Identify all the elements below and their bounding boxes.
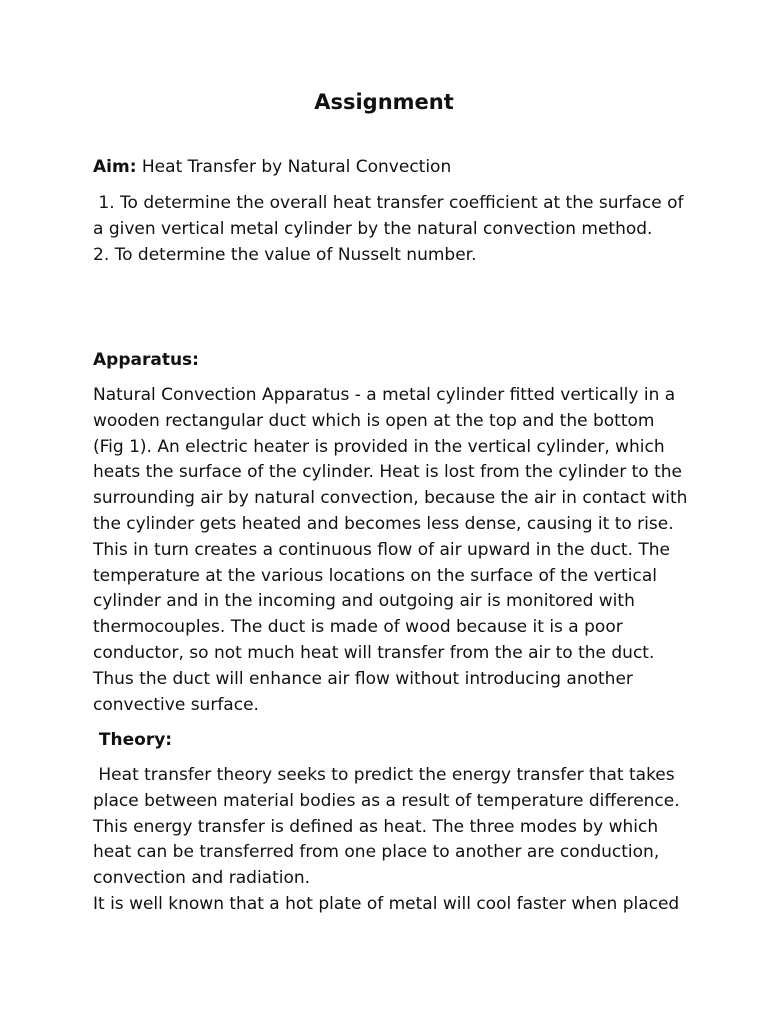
aim-text: Heat Transfer by Natural Convection: [136, 157, 452, 177]
objectives-paragraph: [93, 191, 683, 268]
apparatus-line: Natural Convection Apparatus - a metal cylinder fitted vertically in a: [93, 385, 676, 405]
theory-line: place between material bodies as a result of temperature difference.: [93, 790, 680, 811]
apparatus-line: temperature at the various locations on the surface of the vertical: [93, 565, 657, 586]
apparatus-line: This in turn creates a continuous flow of air upward in the duct. The: [93, 539, 671, 560]
apparatus-line: heats the surface of the cylinder. Heat is lost from the cylinder to the: [93, 462, 682, 483]
aim-label: Aim:: [93, 157, 137, 177]
objective-line: a given vertical metal cylinder by the natural convection method.: [93, 218, 653, 239]
apparatus-paragraph: [93, 383, 688, 718]
apparatus-heading: Apparatus:: [93, 350, 199, 370]
theory-paragraph: [93, 763, 683, 918]
objective-line: 1. To determine the overall heat transfer coefficient at the surface of: [93, 193, 684, 213]
apparatus-line: surrounding air by natural convection, because the air in contact with: [93, 488, 688, 509]
aim-paragraph: [93, 155, 683, 181]
theory-heading: Theory:: [93, 730, 173, 750]
theory-line: This energy transfer is defined as heat. The three modes by which: [93, 816, 659, 837]
document-title: Assignment: [314, 90, 454, 114]
apparatus-line: wooden rectangular duct which is open at the top and the bottom: [93, 410, 655, 431]
theory-line: convection and radiation.: [93, 868, 311, 889]
theory-line: It is well known that a hot plate of metal will cool faster when placed: [93, 893, 680, 914]
apparatus-line: conductor, so not much heat will transfer from the air to the duct.: [93, 642, 655, 663]
apparatus-line: cylinder and in the incoming and outgoing air is monitored with: [93, 591, 635, 612]
apparatus-line: the cylinder gets heated and becomes less dense, causing it to rise.: [93, 513, 674, 534]
apparatus-line: Thus the duct will enhance air flow without introducing another: [93, 668, 633, 689]
theory-line: heat can be transferred from one place to another are conduction,: [93, 842, 660, 863]
objective-line: 2. To determine the value of Nusselt number.: [93, 244, 477, 265]
apparatus-line: (Fig 1). An electric heater is provided in the vertical cylinder, which: [93, 436, 665, 457]
apparatus-line: thermocouples. The duct is made of wood because it is a poor: [93, 617, 623, 638]
theory-line: Heat transfer theory seeks to predict the energy transfer that takes: [93, 765, 675, 785]
apparatus-line: convective surface.: [93, 694, 259, 715]
